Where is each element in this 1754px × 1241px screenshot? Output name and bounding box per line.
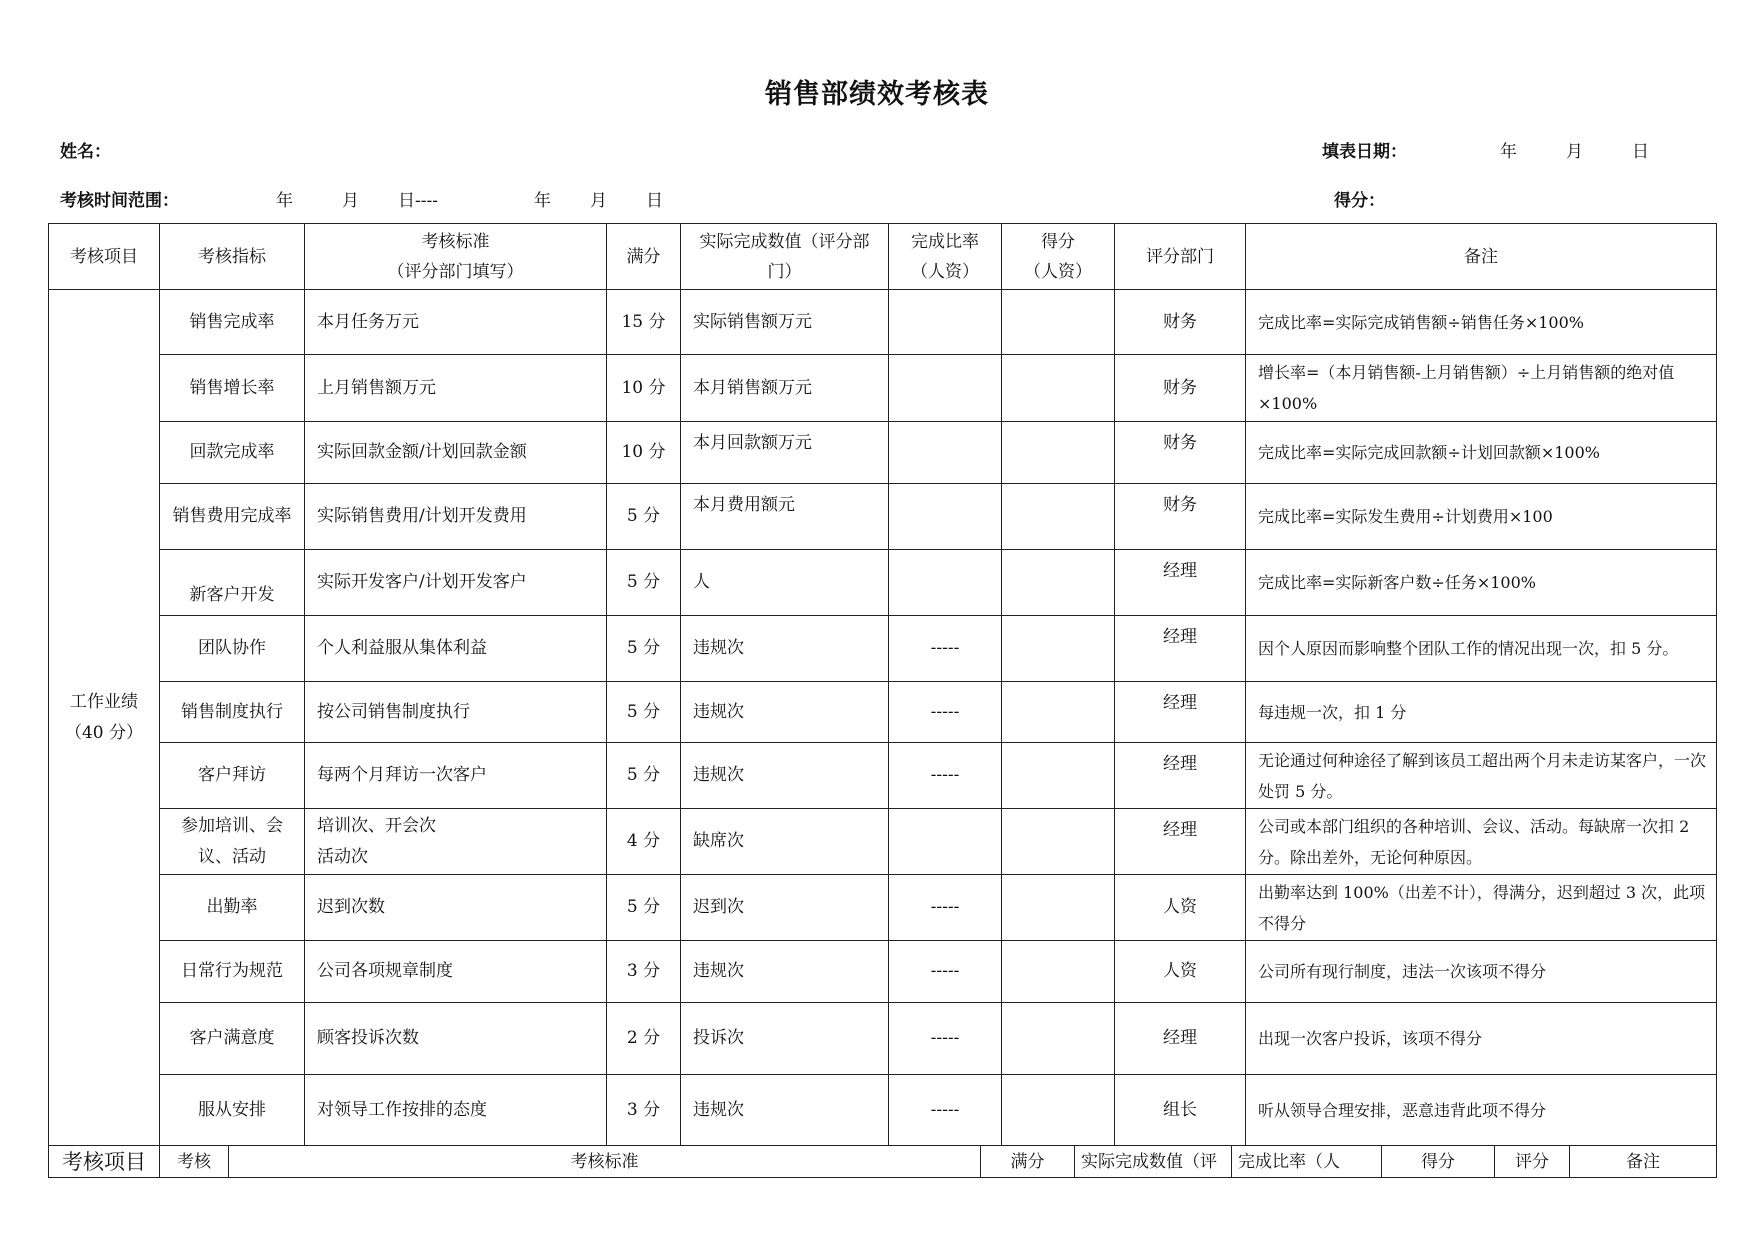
rate-cell: ----- (889, 1003, 1002, 1075)
table-row (49, 484, 1717, 550)
table-header-row (49, 224, 1717, 290)
standard-cell: 公司各项规章制度 (305, 941, 607, 1003)
standard-cell: 实际开发客户/计划开发客户 (305, 550, 607, 616)
actual-cell: 迟到次 (681, 875, 889, 941)
table-row (49, 941, 1717, 1003)
note-cell: 每违规一次，扣 1 分 (1246, 682, 1717, 743)
table-row (49, 616, 1717, 682)
full-score-cell: 5 分 (607, 484, 681, 550)
range-end-year: 年 (534, 191, 551, 211)
rate-cell: ----- (889, 743, 1002, 809)
score-cell (1002, 616, 1115, 682)
header-indicator: 考核指标 (160, 224, 305, 290)
note-cell: 听从领导合理安排，恶意违背此项不得分 (1246, 1075, 1717, 1146)
note-cell: 增长率=（本月销售额-上月销售额）÷上月销售额的绝对值×100% (1246, 355, 1717, 422)
full-score-cell: 4 分 (607, 809, 681, 875)
rate-cell: ----- (889, 875, 1002, 941)
full-score-cell: 10 分 (607, 422, 681, 484)
table-row (49, 682, 1717, 743)
next-header-indicator: 考核 (160, 1146, 229, 1178)
standard-cell: 按公司销售制度执行 (305, 682, 607, 743)
score-label: 得分： (1334, 191, 1385, 211)
note-cell: 因个人原因而影响整个团队工作的情况出现一次，扣 5 分。 (1246, 616, 1717, 682)
full-score-cell: 3 分 (607, 941, 681, 1003)
actual-cell: 违规次 (681, 1075, 889, 1146)
note-cell: 无论通过何种途径了解到该员工超出两个月未走访某客户，一次处罚 5 分。 (1246, 743, 1717, 809)
fill-date-year: 年 (1500, 142, 1517, 162)
standard-cell: 顾客投诉次数 (305, 1003, 607, 1075)
table-row (49, 422, 1717, 484)
dept-cell: 人资 (1115, 941, 1246, 1003)
note-cell: 出现一次客户投诉，该项不得分 (1246, 1003, 1717, 1075)
group-work-performance: 工作业绩 （40 分） (49, 290, 160, 1146)
score-cell (1002, 682, 1115, 743)
rate-cell (889, 809, 1002, 875)
header-full: 满分 (607, 224, 681, 290)
page-title: 销售部绩效考核表 (765, 79, 989, 110)
score-cell (1002, 875, 1115, 941)
table-row (49, 809, 1717, 875)
note-cell: 公司所有现行制度，违法一次该项不得分 (1246, 941, 1717, 1003)
dept-cell: 组长 (1115, 1075, 1246, 1146)
score-cell (1002, 422, 1115, 484)
indicator-cell: 出勤率 (160, 875, 305, 941)
dept-cell: 经理 (1115, 550, 1246, 616)
actual-cell: 违规次 (681, 682, 889, 743)
actual-cell: 缺席次 (681, 809, 889, 875)
range-start-year: 年 (276, 191, 293, 211)
table-row (49, 743, 1717, 809)
rate-cell (889, 550, 1002, 616)
full-score-cell: 5 分 (607, 550, 681, 616)
table-row (49, 1003, 1717, 1075)
table-row (49, 550, 1717, 616)
next-page-header-row (49, 1146, 1717, 1178)
indicator-cell: 销售制度执行 (160, 682, 305, 743)
fill-date-day: 日 (1632, 142, 1649, 162)
header-dept: 评分部门 (1115, 224, 1246, 290)
range-start-day: 日---- (398, 191, 438, 211)
name-label: 姓名： (60, 142, 111, 162)
indicator-cell: 服从安排 (160, 1075, 305, 1146)
table-row (49, 875, 1717, 941)
indicator-cell: 销售费用完成率 (160, 484, 305, 550)
standard-cell: 迟到次数 (305, 875, 607, 941)
header-rate: 完成比率 （人资） (889, 224, 1002, 290)
note-cell: 出勤率达到 100%（出差不计），得满分，迟到超过 3 次，此项不得分 (1246, 875, 1717, 941)
range-start-month: 月 (342, 191, 359, 211)
full-score-cell: 5 分 (607, 682, 681, 743)
actual-cell: 违规次 (681, 743, 889, 809)
indicator-cell: 日常行为规范 (160, 941, 305, 1003)
table-row (49, 355, 1717, 422)
fill-date-label: 填表日期： (1322, 142, 1407, 162)
next-header-item: 考核项目 (49, 1146, 160, 1178)
header-note: 备注 (1246, 224, 1717, 290)
note-cell: 完成比率=实际新客户数÷任务×100% (1246, 550, 1717, 616)
next-page-header-table (48, 1145, 1717, 1178)
table-row (49, 290, 1717, 355)
standard-cell: 对领导工作按排的态度 (305, 1075, 607, 1146)
note-cell: 完成比率=实际完成回款额÷计划回款额×100% (1246, 422, 1717, 484)
next-header-note: 备注 (1570, 1146, 1717, 1178)
next-header-score: 得分 (1382, 1146, 1495, 1178)
header-actual: 实际完成数值（评分部 门） (681, 224, 889, 290)
standard-cell: 培训次、开会次 活动次 (305, 809, 607, 875)
rate-cell (889, 290, 1002, 355)
header-score: 得分 （人资） (1002, 224, 1115, 290)
indicator-cell: 参加培训、会议、活动 (160, 809, 305, 875)
header-item: 考核项目 (49, 224, 160, 290)
indicator-cell: 销售完成率 (160, 290, 305, 355)
indicator-cell: 客户拜访 (160, 743, 305, 809)
actual-cell: 违规次 (681, 616, 889, 682)
score-cell (1002, 550, 1115, 616)
dept-cell: 经理 (1115, 1003, 1246, 1075)
range-label: 考核时间范围： (60, 191, 179, 211)
full-score-cell: 15 分 (607, 290, 681, 355)
score-cell (1002, 484, 1115, 550)
next-header-full: 满分 (981, 1146, 1075, 1178)
full-score-cell: 3 分 (607, 1075, 681, 1146)
dept-cell: 财务 (1115, 355, 1246, 422)
standard-cell: 实际销售费用/计划开发费用 (305, 484, 607, 550)
score-cell (1002, 1003, 1115, 1075)
table-row (49, 1075, 1717, 1146)
dept-cell: 财务 (1115, 484, 1246, 550)
standard-cell: 本月任务万元 (305, 290, 607, 355)
full-score-cell: 5 分 (607, 616, 681, 682)
dept-cell: 经理 (1115, 682, 1246, 743)
range-end-month: 月 (590, 191, 607, 211)
note-cell: 完成比率=实际完成销售额÷销售任务×100% (1246, 290, 1717, 355)
indicator-cell: 新客户开发 (160, 550, 305, 616)
dept-cell: 经理 (1115, 809, 1246, 875)
actual-cell: 本月销售额万元 (681, 355, 889, 422)
header-standard: 考核标准 （评分部门填写） (305, 224, 607, 290)
rate-cell: ----- (889, 682, 1002, 743)
indicator-cell: 客户满意度 (160, 1003, 305, 1075)
standard-cell: 个人利益服从集体利益 (305, 616, 607, 682)
note-cell: 完成比率=实际发生费用÷计划费用×100 (1246, 484, 1717, 550)
actual-cell: 本月回款额万元 (681, 422, 889, 484)
fill-date-month: 月 (1566, 142, 1583, 162)
next-header-standard: 考核标准 (229, 1146, 981, 1178)
actual-cell: 本月费用额元 (681, 484, 889, 550)
standard-cell: 每两个月拜访一次客户 (305, 743, 607, 809)
full-score-cell: 5 分 (607, 743, 681, 809)
next-header-actual: 实际完成数值（评 (1075, 1146, 1232, 1178)
indicator-cell: 回款完成率 (160, 422, 305, 484)
assessment-table (48, 223, 1717, 1146)
actual-cell: 违规次 (681, 941, 889, 1003)
indicator-cell: 团队协作 (160, 616, 305, 682)
rate-cell (889, 422, 1002, 484)
dept-cell: 人资 (1115, 875, 1246, 941)
score-cell (1002, 941, 1115, 1003)
rate-cell (889, 484, 1002, 550)
score-cell (1002, 743, 1115, 809)
next-header-dept: 评分 (1495, 1146, 1570, 1178)
rate-cell: ----- (889, 941, 1002, 1003)
range-end-day: 日 (646, 191, 663, 211)
score-cell (1002, 1075, 1115, 1146)
next-header-rate: 完成比率（人 (1232, 1146, 1382, 1178)
actual-cell: 投诉次 (681, 1003, 889, 1075)
standard-cell: 上月销售额万元 (305, 355, 607, 422)
rate-cell: ----- (889, 616, 1002, 682)
dept-cell: 财务 (1115, 290, 1246, 355)
standard-cell: 实际回款金额/计划回款金额 (305, 422, 607, 484)
dept-cell: 经理 (1115, 616, 1246, 682)
full-score-cell: 5 分 (607, 875, 681, 941)
note-cell: 公司或本部门组织的各种培训、会议、活动。每缺席一次扣 2 分。除出差外，无论何种原因。 (1246, 809, 1717, 875)
actual-cell: 人 (681, 550, 889, 616)
dept-cell: 财务 (1115, 422, 1246, 484)
indicator-cell: 销售增长率 (160, 355, 305, 422)
score-cell (1002, 809, 1115, 875)
score-cell (1002, 290, 1115, 355)
actual-cell: 实际销售额万元 (681, 290, 889, 355)
rate-cell: ----- (889, 1075, 1002, 1146)
dept-cell: 经理 (1115, 743, 1246, 809)
rate-cell (889, 355, 1002, 422)
score-cell (1002, 355, 1115, 422)
full-score-cell: 10 分 (607, 355, 681, 422)
full-score-cell: 2 分 (607, 1003, 681, 1075)
